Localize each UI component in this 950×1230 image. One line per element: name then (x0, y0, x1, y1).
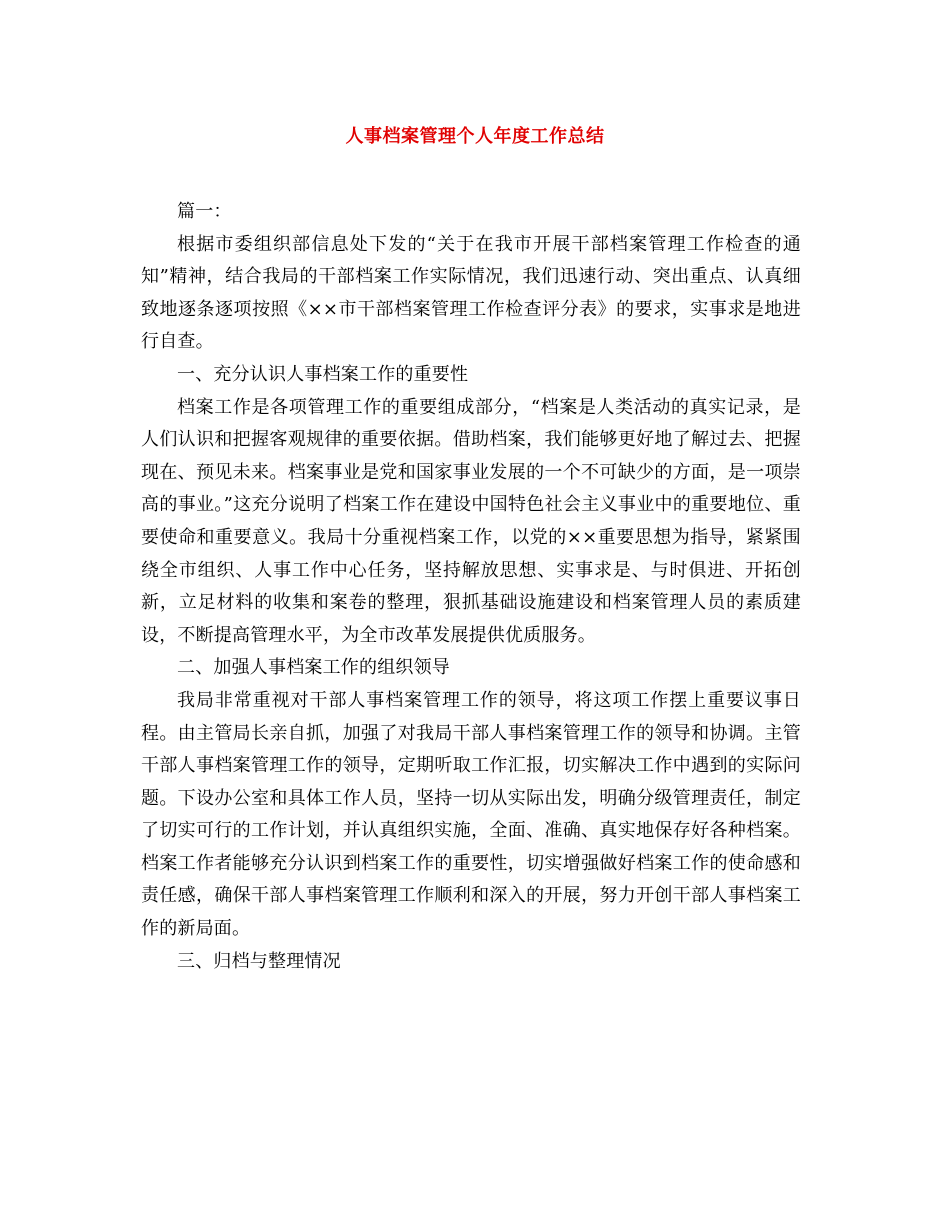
heading-1: 一、充分认识人事档案工作的重要性 (177, 363, 469, 385)
section-label: 篇一： (177, 201, 232, 222)
heading-3: 三、归档与整理情况 (177, 950, 341, 972)
paragraph-1: 档案工作是各项管理工作的重要组成部分，“档案是人类活动的真实记录，是人们认识和把握客观规律的重要依据。借助档案，我们能够更好地了解过去、把握现在、预见未来。档案事业是党和国家事业发展的一个不可缺少的方面，是一项崇高的事业。”这充分说明了档案工作在建设中国特色社会主义事业中的重要地位、重要使命和重要意义。我局十分重视档案工作，以党的××重要思想为指导，紧紧围绕全市组织、人事工作中心任务，坚持解放思想、实事求是、与时俱进、开拓创新，立足材料的收集和案卷的整理，狠抓基础设施建设和档案管理人员的素质建设，不断提高管理水平，为全市改革发展提供优质服务。 (141, 396, 801, 646)
intro-paragraph: 根据市委组织部信息处下发的“关于在我市开展干部档案管理工作检查的通知”精神，结合我局的干部档案工作实际情况，我们迅速行动、突出重点、认真细致地逐条逐项按照《××市干部档案管理工作检查评分表》的要求，实事求是地进行自查。 (141, 233, 801, 353)
paragraph-2: 我局非常重视对干部人事档案管理工作的领导，将这项工作摆上重要议事日程。由主管局长亲自抓，加强了对我局干部人事档案管理工作的领导和协调。主管干部人事档案管理工作的领导，定期听取工作汇报，切实解决工作中遇到的实际问题。下设办公室和具体工作人员，坚持一切从实际出发，明确分级管理责任，制定了切实可行的工作计划，并认真组织实施，全面、准确、真实地保存好各种档案。档案工作者能够充分认识到档案工作的重要性，切实增强做好档案工作的使命感和责任感，确保干部人事档案管理工作顺利和深入的开展，努力开创干部人事档案工作的新局面。 (141, 689, 801, 940)
document-title: 人事档案管理个人年度工作总结 (345, 126, 605, 147)
heading-2: 二、加强人事档案工作的组织领导 (177, 657, 450, 679)
document-body (141, 196, 801, 978)
